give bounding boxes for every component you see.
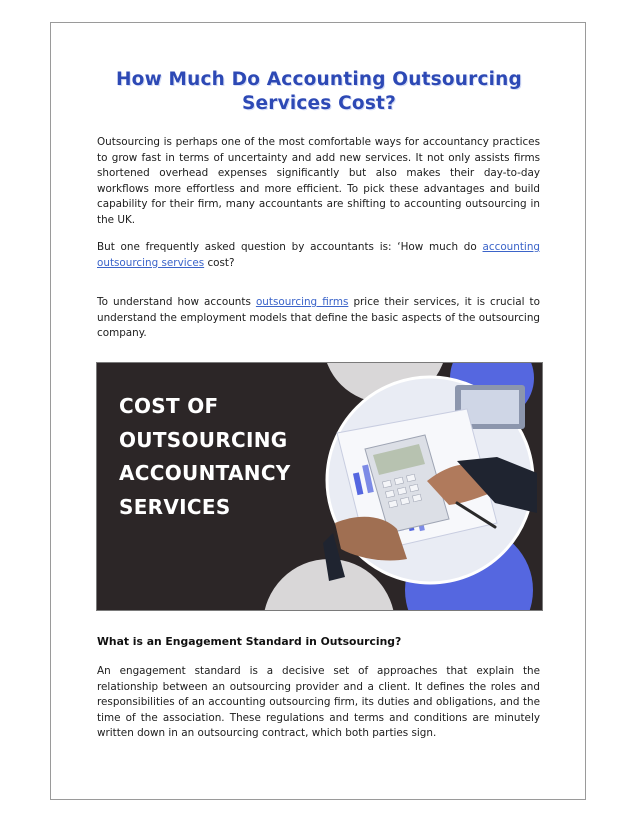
page-title xyxy=(60,68,578,116)
pricing-paragraph xyxy=(97,295,540,342)
hero-image xyxy=(96,362,543,611)
pricing-text-start: To understand how accounts xyxy=(97,296,256,308)
intro-paragraph: Outsourcing is perhaps one of the most comfortable ways for accountancy practices to grow fast in terms of uncertainty and add new services. It not only assists firms shortened overhead expenses significantly but also makes their day-to-day workflows more effortless and more efficient. To pick these advantages and build capability for their firm, many accountants are shifting to accounting outsourcing in the UK. xyxy=(97,136,540,226)
hero-line-2: OUTSOURCING xyxy=(119,427,288,452)
engagement-paragraph: An engagement standard is a decisive set of approaches that explain the relationship between an outsourcing provider and a client. It defines the roles and responsibilities of an accounting outsourcing firm, its duties and obligations, and the time of the association. These regulations and terms and conditions are minutely written down in an outsourcing contract, which both parties sign. xyxy=(97,665,540,739)
question-paragraph xyxy=(97,240,540,271)
question-text-start: But one frequently asked question by accountants is: ‘How much do xyxy=(97,241,483,253)
hero-line-4: SERVICES xyxy=(119,494,231,519)
title-line-2: Services Cost? xyxy=(241,93,397,114)
hero-line-1: COST OF xyxy=(119,394,219,418)
question-text-end: cost? xyxy=(204,256,235,269)
title-line-1: How Much Do Accounting Outsourcing xyxy=(115,69,522,90)
outsourcing-firms-link[interactable]: outsourcing firms xyxy=(255,296,349,308)
hero-line-3: ACCOUNTANCY xyxy=(119,461,291,485)
accounting-outsourcing-services-link[interactable]: accounting outsourcing services xyxy=(97,241,540,269)
hero-headline xyxy=(119,390,291,524)
pricing-text-end: price their services, it is crucial to understand the employment models that define the basic aspects of the outsourcing company. xyxy=(97,296,540,339)
section-heading: What is an Engagement Standard in Outsourcing? xyxy=(97,635,402,648)
